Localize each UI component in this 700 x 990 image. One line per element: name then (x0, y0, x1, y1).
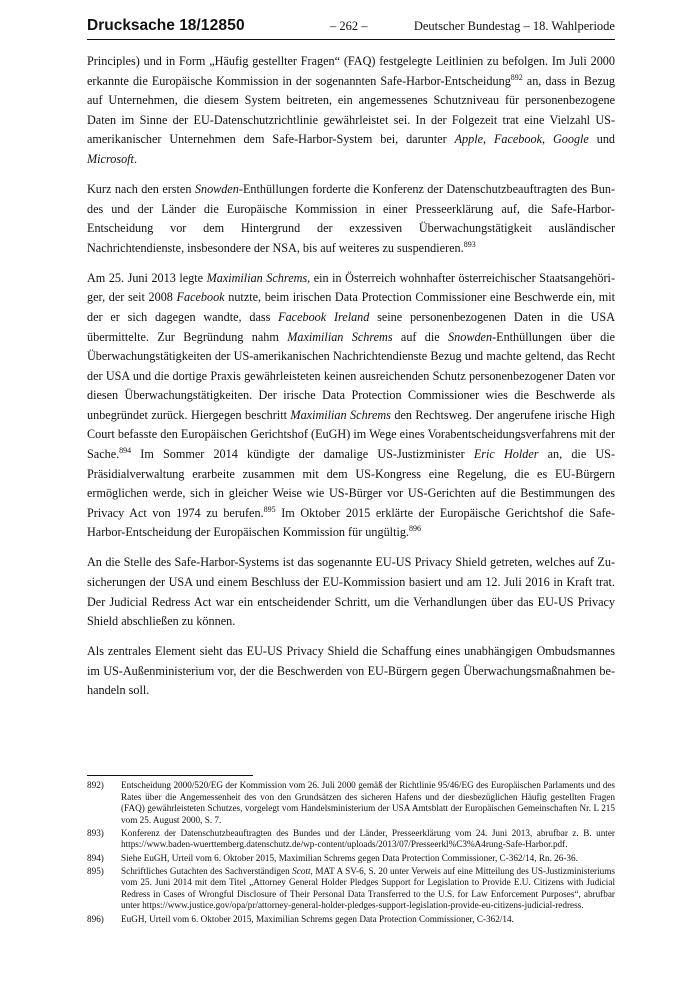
footnote-text (121, 866, 615, 912)
text-run: an, dass in Bezug auf Unternehmen, die diesem System beitreten, ein angemessenes Schutzniveau für personenbezogene Daten im Sinne der EU-Datenschutzrichtlinie gewährleistet sei. In der Folgezeit trat eine Vielzahl US-amerikanischer Unternehmen dem Safe-Harbor-System bei, darunter (87, 73, 615, 147)
text-run: auf die (392, 329, 449, 344)
text-run: , (483, 132, 494, 147)
text-run: und (588, 132, 616, 147)
page-number: – 262 – (330, 19, 368, 33)
footnote (87, 780, 615, 826)
text-run: an, die US-Präsidialverwaltung erarbeite zusammen mit dem US-Kongress eine Regelung, die es EU-Bürgern ermöglichen werde, sich in gleicher Weise wie US-Bürger vor US-Gerichten auf die Bestimmungen des Privacy Act von 1974 zu berufen. (87, 447, 616, 520)
text-run: Schriftliches Gutachten des Sachverständigen (121, 865, 293, 876)
emphasis-text: Snowden (448, 329, 493, 344)
text-run: EuGH, Urteil vom 6. Oktober 2015, Maximilian Schrems gegen Data Protection Commissioner, C-362/14. (121, 913, 514, 924)
page-header (87, 17, 615, 40)
emphasis-text: Scott (292, 865, 311, 876)
emphasis-text: Microsoft (87, 151, 134, 166)
footnote-number: 893) (87, 827, 104, 838)
footnote (87, 866, 615, 912)
footnote (87, 853, 615, 865)
emphasis-text: Maximilian Schrems (206, 270, 308, 285)
text-run: Siehe EuGH, Urteil vom 6. Oktober 2015, Maximilian Schrems gegen Data Protection Commissioner, C-362/14, Rn. 26-36. (121, 852, 578, 863)
text-run: seine personenbezogenen Daten in die USA übermittelte. Zur Begründung nahm (87, 309, 615, 344)
text-run: , (542, 132, 553, 147)
text-run: -Enthüllungen über die Überwachungstätigkeiten der US-amerikanischen Nachrichtendienste Bezug und machte geltend, das Recht der USA und die dortige Praxis gewährleisteten keinen ausreichenden Schutz personenbezogener Daten vor diesen Überwachungstätigkeiten. Der irische Data Protection Commissioner wies die Beschwerde als unbegründet zurück. Hiergegen beschritt (87, 329, 616, 422)
emphasis-text: Maximilian Schrems (287, 329, 393, 344)
footnote-ref: 892 (510, 72, 523, 82)
body-text (87, 52, 615, 711)
footnote-ref: 896 (408, 524, 421, 534)
footnote-text (121, 853, 615, 865)
text-run: , ein in Österreich wohnhafter österreichischer Staatsangehöriger, der seit 2008 (87, 270, 615, 305)
footnote-divider (87, 775, 253, 776)
emphasis-text: Eric Holder (473, 447, 539, 462)
text-run: den Rechtsweg. Der angerufene irische High Court befasste den Europäischen Gerichtshof (EuGH) im Wege eines Vorabentscheidungsverfahrens mit der Sache. (87, 407, 615, 462)
text-run: An die Stelle des Safe-Harbor-Systems ist das sogenannte EU-US Privacy Shield getreten, welches auf Zusicherungen der USA und einem Beschluss der EU-Kommission basiert und am 12. Juli 2016 in Kraft trat. Der Judicial Redress Act war ein entscheidender Schritt, um die Verhandlungen über das EU-US Privacy Shield abschließen zu können. (87, 555, 615, 629)
emphasis-text: Maximilian Schrems (290, 407, 391, 422)
publisher: Deutscher Bundestag – 18. Wahlperiode (413, 19, 615, 33)
paragraph (87, 269, 615, 543)
text-run: Im Sommer 2014 kündigte der damalige US-Justizminister (131, 447, 474, 462)
emphasis-text: Snowden (194, 181, 239, 196)
footnote-ref: 894 (119, 446, 132, 456)
emphasis-text: Facebook Ireland (278, 309, 370, 324)
footnote-ref: 895 (263, 504, 276, 514)
footnote-number: 896) (87, 913, 104, 924)
text-run: Als zentrales Element sieht das EU-US Privacy Shield die Schaffung eines unabhängigen Ombudsmannes im US-Außenministerium vor, der die Beschwerden von EU-Bürgern gegen Überwachungsmaßnahmen behandeln soll. (87, 644, 615, 698)
footnote-ref: 893 (463, 239, 476, 249)
footnote-text (121, 914, 615, 926)
footnote-text (121, 828, 615, 851)
document-label: Drucksache 18/ (87, 17, 201, 34)
text-run: Entscheidung 2000/520/EG der Kommission vom 26. Juli 2000 gemäß der Richtlinie 95/46/EG des Europäischen Parlaments und des Rates über die Angemessenheit des von den Grundsätzen des sicheren Hafens und der diesbezüglichen Häufig gestellten Fragen (FAQ) gewährleisteten Schutzes, vorgelegt vom Handelsministerium der USA Amtsblatt der Europäischen Gemeinschaften Nr. L 215 vom 25. August 2000, S. 7. (121, 780, 615, 825)
document-number: 12850 (200, 17, 245, 34)
text-run: Am 25. Juni 2013 legte (87, 270, 207, 285)
text-run: Principles) und in Form „Häufig gestellter Fragen“ (FAQ) festgelegte Leitlinien zu befolgen. Im Juli 2000 erkannte die Europäische Kommission in der sogenannten Safe-Harbor-Entscheidung (87, 54, 615, 88)
emphasis-text: Apple (454, 132, 484, 147)
text-run: Kurz nach den ersten (87, 181, 195, 196)
footnote (87, 828, 615, 851)
footnotes (87, 780, 615, 927)
text-run: , MAT A SV-6, S. 20 unter Verweis auf eine Mitteilung des US-Justizministeriums vom 25. Juni 2014 mit dem Titel „Attorney General Holder Pledges Support for Legislation to Provide E.U. Citizens with Judicial Redress in Cases of Wrongful Disclosure of Their Personal Data Transferred to the U.S. for Law Enforcement Purposes“, abrufbar unter https://www.justice.gov/opa/pr/attorney-general-holder-pledges-support-legislation-provide-eu-citizens-judicial-redress. (121, 865, 615, 911)
emphasis-text: Facebook (493, 132, 543, 147)
text-run: Konferenz der Datenschutzbeauftragten des Bundes und der Länder, Presseerklärung vom 24. Juni 2013, abrufbar z. B. unter https://www.baden-wuerttemberg.datenschutz.de/wp-content/uploads/2013/07/Presseerkl%C3%A4rung-Safe-Harbor.pdf. (121, 827, 615, 850)
paragraph (87, 52, 615, 170)
footnote-text (121, 780, 615, 826)
paragraph (87, 180, 615, 258)
footnote-number: 895) (87, 865, 104, 876)
paragraph (87, 642, 615, 701)
text-run: . (133, 151, 137, 166)
footnote-number: 892) (87, 780, 104, 790)
paragraph (87, 553, 615, 631)
footnote-number: 894) (87, 852, 104, 863)
footnote (87, 914, 615, 926)
emphasis-text: Google (552, 132, 589, 147)
text-run: Im Oktober 2015 erklärte der Europäische Gerichtshof die Safe-Harbor-Entscheidung der Europäischen Kommission für ungültig. (87, 505, 616, 540)
emphasis-text: Facebook (176, 290, 225, 305)
text-run: nutzte, beim irischen Data Protection Commissioner eine Beschwerde ein, mit der er sich dagegen wandte, dass (87, 290, 616, 324)
document-id (87, 17, 245, 35)
text-run: -Enthüllungen forderte die Konferenz der Datenschutzbeauftragten des Bundes und der Länder die Europäische Kommission in einer Presseerklärung auf, die Safe-Harbor-Entscheidung vor dem Hintergrund der exzessiven Überwachungstätigkeit ausländischer Nachrichtendienste, insbesondere der NSA, bis auf weiteres zu suspendieren. (87, 181, 615, 255)
